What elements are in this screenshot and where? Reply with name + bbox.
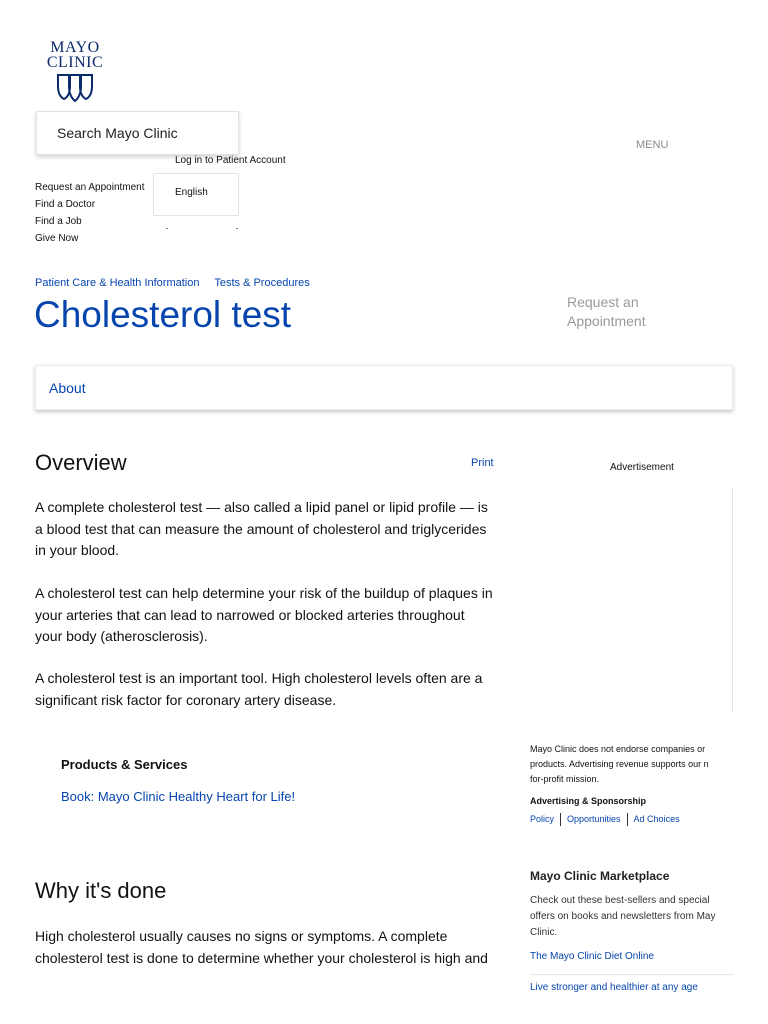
logo-word-mayo: MAYO: [50, 39, 100, 56]
language-label: English: [175, 187, 208, 198]
why-paragraph: High cholesterol usually causes no signs or symptoms. A complete cholesterol test is done to determine whether your cholesterol is high and: [35, 928, 488, 966]
request-appointment-link[interactable]: Request an Appointment: [35, 182, 145, 193]
language-selector[interactable]: [153, 173, 239, 216]
request-appointment-button[interactable]: [567, 293, 646, 331]
ad-slot-border: [732, 487, 733, 712]
find-doctor-link[interactable]: Find a Doctor: [35, 199, 96, 210]
find-job-link[interactable]: Find a Job: [35, 216, 82, 227]
page-title: Cholesterol test: [34, 294, 292, 335]
print-link[interactable]: Print: [471, 457, 494, 469]
advertisement-label: Advertisement: [610, 462, 674, 473]
breadcrumb: [35, 277, 322, 289]
ad-disclaimer: [530, 742, 735, 787]
breadcrumb-patient-care[interactable]: Patient Care & Health Information: [35, 277, 200, 289]
overview-paragraph-2: A cholesterol test can help determine your risk of the buildup of plaques in your arteries that can lead to narrowed or blocked arteries throughout your body (atherosclerosis).: [35, 585, 493, 644]
marketplace-text-line: Check out these best-sellers and special: [530, 895, 710, 906]
divider: [166, 228, 168, 229]
logo-word-clinic: CLINIC: [46, 54, 104, 71]
content-tabs: [35, 365, 733, 410]
divider: [530, 974, 734, 975]
ad-links: [530, 813, 686, 826]
ad-choices-link[interactable]: Ad Choices: [627, 813, 686, 826]
advertising-sponsorship-heading: Advertising & Sponsorship: [530, 796, 647, 806]
marketplace-description: [530, 893, 735, 941]
ad-disclaimer-line: for-profit mission.: [530, 774, 600, 784]
diet-online-link[interactable]: The Mayo Clinic Diet Online: [530, 951, 654, 962]
shields-icon: [55, 72, 95, 104]
products-services-heading: Products & Services: [61, 757, 188, 772]
utility-links: [35, 179, 145, 247]
breadcrumb-tests-procedures[interactable]: Tests & Procedures: [214, 277, 310, 289]
ad-policy-link[interactable]: Policy: [530, 814, 555, 824]
overview-heading: Overview: [35, 450, 127, 475]
search-input[interactable]: [36, 111, 239, 155]
search-placeholder: Search Mayo Clinic: [57, 125, 178, 141]
give-now-link[interactable]: Give Now: [35, 233, 79, 244]
marketplace-heading: Mayo Clinic Marketplace: [530, 869, 670, 883]
ad-disclaimer-line: Mayo Clinic does not endorse companies or: [530, 744, 706, 754]
marketplace-text-line: offers on books and newsletters from May: [530, 911, 716, 922]
patient-login-link[interactable]: Log in to Patient Account: [175, 155, 286, 166]
request-appointment-line2: Appointment: [567, 313, 646, 329]
overview-paragraph-3: A cholesterol test is an important tool. High cholesterol levels often are a significant risk factor for coronary artery disease.: [35, 670, 483, 708]
mayo-clinic-logo[interactable]: [44, 40, 106, 104]
marketplace-text-line: Clinic.: [530, 927, 558, 938]
ad-disclaimer-line: products. Advertising revenue supports our n: [530, 759, 709, 769]
healthy-heart-book-link[interactable]: Book: Mayo Clinic Healthy Heart for Life!: [61, 789, 296, 804]
live-stronger-link[interactable]: Live stronger and healthier at any age: [530, 982, 698, 993]
overview-paragraph-1: A complete cholesterol test — also called a lipid panel or lipid profile — is a blood test that can measure the amount of cholesterol and triglycerides in your blood.: [35, 499, 488, 558]
menu-button[interactable]: MENU: [636, 139, 669, 151]
tab-about[interactable]: About: [49, 380, 86, 396]
divider: [236, 228, 238, 229]
request-appointment-line1: Request an: [567, 294, 639, 310]
ad-opportunities-link[interactable]: Opportunities: [560, 813, 627, 826]
why-heading: Why it's done: [35, 878, 167, 903]
